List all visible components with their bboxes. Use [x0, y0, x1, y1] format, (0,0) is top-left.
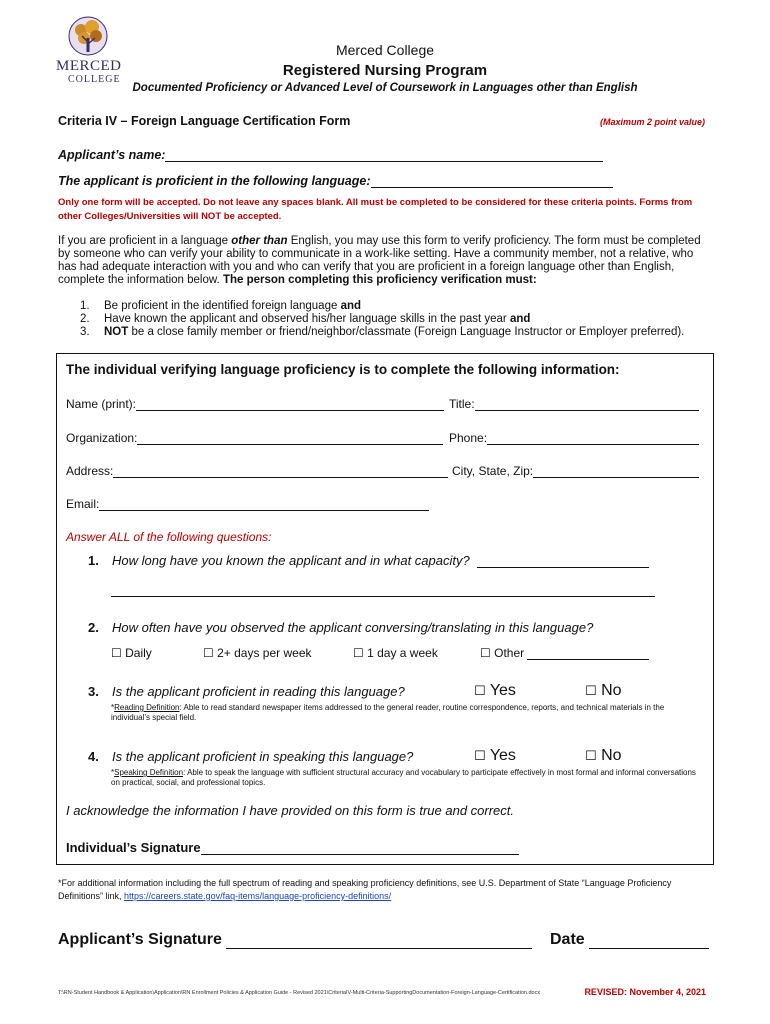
other-field[interactable]: [527, 646, 649, 660]
question-2: 2. How often have you observed the applicant conversing/translating in this language?: [88, 620, 594, 635]
verifier-title-label: Title:: [449, 397, 475, 411]
date-field[interactable]: [589, 933, 709, 949]
verifier-section-title: The individual verifying language proficiency is to complete the following information:: [66, 362, 620, 377]
question-3-no[interactable]: ☐ No: [585, 682, 622, 699]
intro-bold: The person completing this proficiency verification must:: [222, 274, 537, 286]
logo-wordmark-sub: COLLEGE: [68, 74, 121, 85]
question-4: 4. Is the applicant proficient in speaking this language?: [88, 749, 414, 764]
applicant-name-row: [58, 148, 603, 162]
phone-field[interactable]: [487, 431, 699, 445]
date-label: Date: [550, 931, 585, 948]
option-2-days[interactable]: ☐ 2+ days per week: [203, 646, 312, 660]
city-row: [452, 464, 699, 478]
address-label: Address:: [66, 464, 114, 478]
applicant-signature-field[interactable]: [226, 933, 532, 949]
applicant-signature-row: [58, 931, 532, 949]
email-label: Email:: [66, 497, 100, 511]
address-field[interactable]: [113, 464, 448, 478]
applicant-name-field[interactable]: [165, 148, 603, 162]
verifier-name-label: Name (print):: [66, 397, 137, 411]
intro-text-2: English, you may use this form to verify proficiency. The form must be completed by someone who can verify your ability to communicate in a work-like setting. Have a community member, not a relative, who has had adequate interaction with you and who can verify that you are proficient in a foreign language other than English, complete the information below.: [58, 235, 701, 286]
logo-wordmark: MERCED: [56, 58, 122, 74]
option-other[interactable]: ☐ Other: [480, 646, 649, 660]
organization-field[interactable]: [137, 431, 443, 445]
intro-emphasis: other than: [231, 235, 288, 247]
verifier-name-field[interactable]: [136, 397, 444, 411]
phone-label: Phone:: [449, 431, 488, 445]
city-field[interactable]: [533, 464, 699, 478]
proficiency-definitions-link[interactable]: https://careers.state.gov/faq-items/language-proficiency-definitions/: [124, 891, 392, 901]
list-item: 2. Have known the applicant and observed his/her language skills in the past year and: [80, 313, 531, 325]
email-field[interactable]: [99, 497, 429, 511]
program-title: Registered Nursing Program: [282, 62, 488, 79]
checkbox-icon[interactable]: ☐: [585, 683, 597, 698]
question-3: 3. Is the applicant proficient in reading this language?: [88, 684, 405, 699]
option-daily[interactable]: ☐ Daily: [111, 646, 152, 660]
checkbox-icon[interactable]: ☐: [111, 646, 122, 660]
organization-row: [66, 431, 443, 445]
individual-signature-field[interactable]: [201, 841, 519, 855]
city-label: City, State, Zip:: [452, 464, 534, 478]
list-item: 1. Be proficient in the identified foreign language and: [80, 300, 362, 312]
form-notice: Only one form will be accepted. Do not leave any spaces blank. All must be completed to be considered for these criteria points. Forms from other Colleges/Universities will NOT be accepted.: [58, 197, 693, 222]
question-4-no[interactable]: ☐ No: [585, 747, 622, 764]
list-item: 3. NOT be a close family member or friend/neighbor/classmate (Foreign Language Instructor or Employer preferred).: [80, 326, 685, 338]
checkbox-icon[interactable]: ☐: [353, 646, 364, 660]
verifier-title-field[interactable]: [475, 397, 699, 411]
verifier-section: [56, 353, 714, 865]
college-name: Merced College: [335, 42, 435, 58]
checkbox-icon[interactable]: ☐: [474, 683, 486, 698]
question-4-yes[interactable]: ☐ Yes: [474, 747, 516, 764]
file-path: T:\RN-Student Handbook & Application\Application\RN Enrollment Policies & Application Guide - Revised 2021\CriteriaIV-Multi-Criteria-SupportingDocumentation-Foreign-Language-Certification.docx: [58, 990, 541, 996]
option-1-day[interactable]: ☐ 1 day a week: [353, 646, 438, 660]
requirements-list: [80, 300, 684, 339]
checkbox-icon[interactable]: ☐: [480, 646, 491, 660]
checkbox-icon[interactable]: ☐: [585, 748, 597, 763]
reading-definition: *Reading Definition: Able to read standard newspaper items addressed to the general reader, routine correspondence, reports, and technical materials in the individual’s special field.: [111, 703, 665, 722]
phone-row: [449, 431, 699, 445]
question-1: 1. How long have you known the applicant and in what capacity?: [88, 553, 649, 568]
date-row: [550, 931, 709, 949]
intro-text-1: If you are proficient in a language: [58, 235, 232, 247]
checkbox-icon[interactable]: ☐: [203, 646, 214, 660]
organization-label: Organization:: [66, 431, 138, 445]
intro-paragraph: [58, 235, 714, 287]
question-3-yes[interactable]: ☐ Yes: [474, 682, 516, 699]
language-field[interactable]: [371, 174, 613, 188]
acknowledgement: I acknowledge the information I have provided on this form is true and correct.: [66, 803, 515, 818]
verifier-title-row: [449, 397, 699, 411]
address-row: [66, 464, 448, 478]
question-1-field-line2[interactable]: [111, 584, 655, 597]
revised-date: REVISED: November 4, 2021: [584, 987, 706, 997]
language-label: The applicant is proficient in the following language:: [58, 174, 371, 188]
email-row: [66, 497, 429, 511]
applicant-name-label: Applicant’s name:: [58, 148, 166, 162]
individual-signature-row: [66, 840, 519, 855]
individual-signature-label: Individual’s Signature: [66, 840, 201, 855]
criteria-heading: Criteria IV – Foreign Language Certification Form: [58, 114, 351, 128]
max-points-note: (Maximum 2 point value): [599, 117, 705, 127]
language-row: [58, 174, 613, 188]
question-1-field[interactable]: [477, 554, 649, 568]
checkbox-icon[interactable]: ☐: [474, 748, 486, 763]
verifier-name-row: [66, 397, 444, 411]
speaking-definition: *Speaking Definition: Able to speak the language with sufficient structural accuracy and vocabulary to participate effectively in most formal and informal conversations on practical, social, and professional topics.: [111, 768, 696, 787]
applicant-signature-label: Applicant’s Signature: [58, 931, 222, 948]
answer-all-instruction: Answer ALL of the following questions:: [66, 530, 272, 544]
form-subtitle: Documented Proficiency or Advanced Level of Coursework in Languages other than English: [132, 82, 638, 94]
footnote: *For additional information including the full spectrum of reading and speaking proficiency definitions, see U.S. Department of State “Language Proficiency Definitions” link, https://careers.state.gov/faq-items/language-proficiency-definitions/: [58, 878, 672, 901]
